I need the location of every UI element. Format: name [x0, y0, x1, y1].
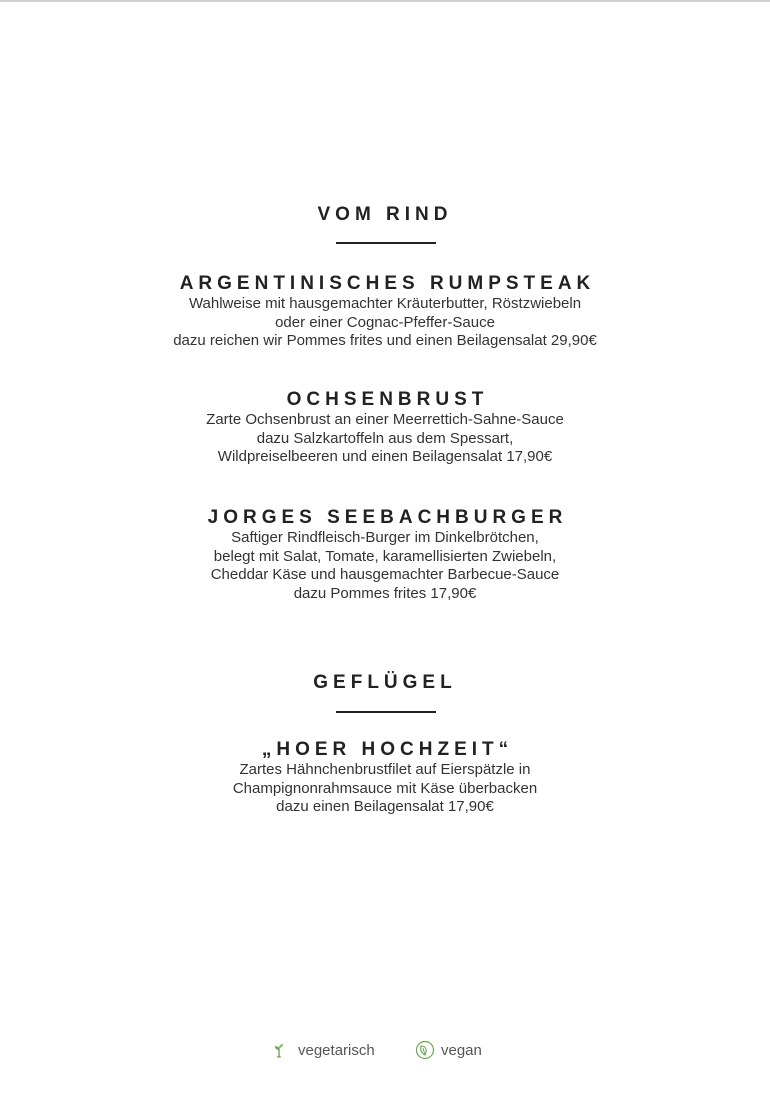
dish-jorges-seebachburger: [0, 507, 770, 603]
dish-description-line: Zarte Ochsenbrust an einer Meerrettich-Sahne-Sauce: [206, 411, 564, 428]
dish-description-line: Wahlweise mit hausgemachter Kräuterbutter, Röstzwiebeln: [188, 295, 582, 312]
dish-description-line: Cheddar Käse und hausgemachter Barbecue-Sauce: [210, 566, 560, 583]
legend-vegan: [415, 1037, 482, 1063]
vegan-leaf-icon: [415, 1040, 435, 1060]
legend-vegan-label: vegan: [441, 1041, 482, 1059]
dish-description-line: dazu reichen wir Pommes frites und einen Beilagensalat 29,90€: [173, 332, 597, 349]
dish-description-line: Zartes Hähnchenbrustfilet auf Eierspätzle in: [239, 761, 531, 778]
section-title-vom-rind: VOM RIND: [317, 204, 453, 225]
dish-description-line: Champignonrahmsauce mit Käse überbacken: [232, 779, 538, 797]
diet-legend: [0, 1037, 770, 1063]
section-divider: [336, 711, 436, 713]
dish-description-line: oder einer Cognac-Pfeffer-Sauce: [275, 313, 495, 331]
dish-argentinisches-rumpsteak: [0, 273, 770, 351]
dish-description-line: Saftiger Rindfleisch-Burger im Dinkelbrötchen,: [231, 529, 539, 546]
dish-hoer-hochzeit: [0, 739, 770, 817]
dish-name: ARGENTINISCHES RUMPSTEAK: [179, 273, 596, 294]
legend-vegetarian: [272, 1037, 375, 1063]
dish-name: OCHSENBRUST: [286, 389, 489, 410]
section-divider: [336, 242, 436, 244]
dish-description-line: Wildpreiselbeeren und einen Beilagensalat 17,90€: [217, 448, 553, 465]
dish-ochsenbrust: [0, 389, 770, 467]
vegetarian-sprout-icon: [272, 1041, 286, 1059]
dish-name: JORGES SEEBACHBURGER: [207, 507, 568, 528]
dish-name: „HOER HOCHZEIT“: [261, 739, 514, 760]
top-border-line: [0, 0, 770, 2]
dish-description-line: dazu Salzkartoffeln aus dem Spessart,: [256, 429, 514, 447]
dish-description-line: dazu Pommes frites 17,90€: [293, 584, 477, 602]
dish-description-line: belegt mit Salat, Tomate, karamellisierten Zwiebeln,: [213, 547, 557, 565]
section-title-gefluegel: GEFLÜGEL: [313, 672, 457, 693]
legend-vegetarian-label: vegetarisch: [298, 1041, 375, 1059]
dish-description-line: dazu einen Beilagensalat 17,90€: [276, 798, 494, 815]
